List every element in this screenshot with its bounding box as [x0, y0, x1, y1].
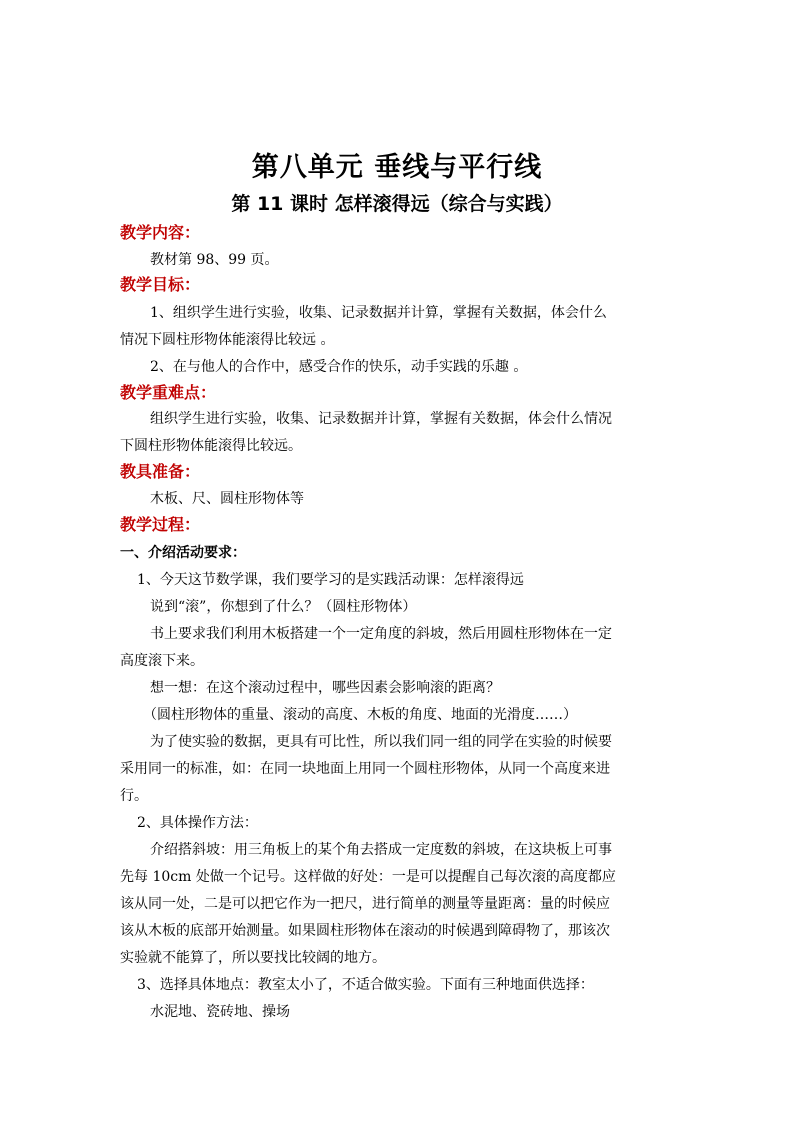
- heading-key-points: 教学重难点：: [120, 383, 217, 402]
- goal-line: 1、组织学生进行实验，收集、记录数据并计算，掌握有关数据，体会什么: [150, 305, 607, 321]
- process-line: 书上要求我们利用木板搭建一个一定角度的斜坡，然后用圆柱形物体在一定: [150, 626, 612, 642]
- process-line: 水泥地、瓷砖地、操场: [150, 1004, 290, 1020]
- process-line: 说到“滚”，你想到了什么？（圆柱形物体）: [150, 599, 417, 615]
- key-point-line: 下圆柱形物体能滚得比较远。: [120, 438, 302, 454]
- key-point-line: 组织学生进行实验，收集、记录数据并计算，掌握有关数据，体会什么情况: [150, 411, 612, 427]
- process-line: 为了使实验的数据，更具有可比性，所以我们同一组的同学在实验的时候要: [150, 734, 612, 750]
- goal-line: 2、在与他人的合作中，感受合作的快乐，动手实践的乐趣 。: [150, 359, 528, 375]
- process-line: 介绍搭斜坡：用三角板上的某个角去搭成一定度数的斜坡，在这块板上可事: [150, 842, 612, 858]
- process-line: 3、选择具体地点：教室太小了，不适合做实验。下面有三种地面供选择：: [137, 977, 594, 993]
- process-line: 采用同一的标准，如：在同一块地面上用同一个圆柱形物体，从同一个高度来进: [120, 761, 610, 777]
- heading-teaching-goals: 教学目标：: [120, 275, 201, 294]
- unit-title: 第八单元 垂线与平行线: [251, 152, 543, 183]
- heading-materials: 教具准备：: [120, 462, 201, 481]
- heading-teaching-content: 教学内容：: [120, 223, 201, 242]
- content-line: 教材第 98、99 页。: [150, 252, 279, 268]
- heading-teaching-process: 教学过程：: [120, 515, 201, 534]
- process-line: 高度滚下来。: [120, 653, 204, 669]
- process-line: 实验就不能算了，所以要找比较阔的地方。: [120, 950, 386, 966]
- process-line: 2、具体操作方法：: [137, 815, 258, 831]
- process-line: 先每 10cm 处做一个记号。这样做的好处：一是可以提醒自己每次滚的高度都应: [120, 869, 616, 885]
- part-one-heading: 一、介绍活动要求：: [120, 545, 246, 561]
- process-line: 该从木板的底部开始测量。如果圆柱形物体在滚动的时候遇到障碍物了，那该次: [120, 923, 610, 939]
- lesson-title: 第 11 课时 怎样滚得远（综合与实践）: [231, 193, 563, 215]
- process-line: 1、今天这节数学课，我们要学习的是实践活动课：怎样滚得远: [137, 572, 524, 588]
- process-line: （圆柱形物体的重量、滚动的高度、木板的角度、地面的光滑度……）: [143, 707, 577, 723]
- process-line: 该从同一处，二是可以把它作为一把尺，进行简单的测量等量距离：量的时候应: [120, 896, 610, 912]
- process-line: 行。: [120, 788, 148, 804]
- materials-line: 木板、尺、圆柱形物体等: [150, 491, 304, 507]
- process-line: 想一想：在这个滚动过程中，哪些因素会影响滚的距离？: [150, 680, 500, 696]
- goal-line: 情况下圆柱形物体能滚得比较远 。: [120, 332, 335, 348]
